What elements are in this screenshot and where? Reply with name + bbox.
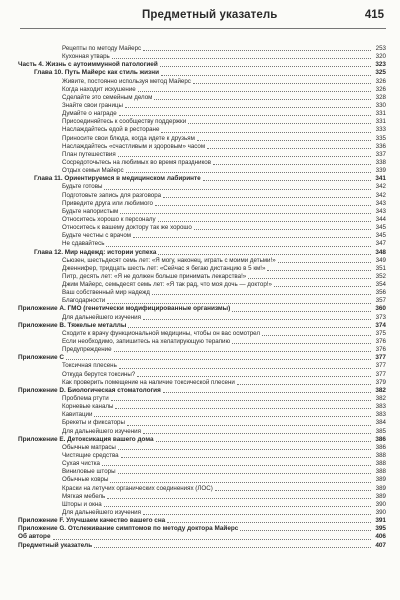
dot-leader (107, 303, 371, 304)
toc-entry-title: Проблема ртути (62, 395, 109, 403)
toc-entry (18, 273, 386, 281)
dot-leader (53, 539, 372, 540)
dot-leader (121, 457, 371, 458)
toc-entry (18, 542, 386, 550)
dot-leader (125, 107, 371, 108)
toc-entry-title: Часть 4. Жизнь с аутоиммунной патологией (18, 61, 158, 69)
dot-leader (193, 83, 371, 84)
toc-entry-title: Дженнифер, тридцать шесть лет: «Сейчас я бегаю дистанцию в 5 км!» (62, 264, 266, 272)
toc-entry-page: 360 (375, 305, 386, 313)
toc-entry-title: Приложение С (18, 354, 64, 362)
toc-entry-page: 253 (375, 44, 386, 52)
toc-entry (18, 143, 386, 151)
toc-entry-title: Если необходимо, запишитесь на хелатирующую терапию (62, 338, 231, 346)
toc-entry (18, 306, 386, 314)
toc-entry-title: Глава 11. Ориентируемся в медицинском лабиринте (34, 175, 201, 183)
toc-entry-title: Сосредоточьтесь на любимых во время праздников (62, 158, 212, 166)
toc-entry-page: 388 (375, 468, 386, 476)
toc-entry-title: Будьте честны с врачом (62, 232, 132, 240)
toc-entry (18, 151, 386, 159)
toc-entry-title: Приложение F. Улучшаем качество вашего сна (18, 517, 166, 525)
toc-entry (18, 159, 386, 167)
toc-entry-title: Сухая чистка (62, 460, 100, 468)
toc-entry (18, 167, 386, 175)
toc-entry (18, 379, 386, 387)
dot-leader (143, 50, 371, 51)
toc-entry-page: 375 (375, 329, 386, 337)
toc-entry-title: Обычные ковры (62, 476, 109, 484)
dot-leader (248, 278, 371, 279)
toc-entry-page: 336 (375, 142, 386, 150)
toc-entry-title: Благодарности (62, 297, 106, 305)
dot-leader (120, 213, 371, 214)
toc-entry-page: 345 (375, 232, 386, 240)
toc-entry-page: 333 (375, 126, 386, 134)
toc-entry (18, 362, 386, 370)
toc-entry (18, 224, 386, 232)
toc-entry (18, 118, 386, 126)
toc-entry-page: 390 (375, 509, 386, 516)
dot-leader (143, 433, 371, 434)
toc-entry (18, 289, 386, 297)
toc-entry-title: Наслаждайтесь едой в ресторане (62, 126, 160, 134)
toc-entry-title: Виниловые шторы (62, 468, 116, 476)
dot-leader (94, 416, 371, 417)
dot-leader (213, 164, 371, 165)
dot-leader (156, 441, 371, 442)
toc-entry-page: 356 (375, 289, 386, 297)
toc-entry-title: Сходите к врачу функциональной медицины, чтобы он вас осмотрел (62, 329, 261, 337)
toc-entry (18, 192, 386, 200)
toc-entry (18, 281, 386, 289)
toc-entry-title: Сьюзен, шестьдесят семь лет: «Я могу, наконец, играть с моими детьми!» (62, 256, 276, 264)
toc-entry (18, 387, 386, 395)
toc-entry-page: 335 (375, 134, 386, 142)
toc-entry-page: 342 (375, 191, 386, 199)
toc-entry-title: Для дальнейшего изучения (62, 509, 141, 516)
toc-entry-page: 325 (375, 69, 386, 77)
toc-entry-title: Отдых семьи Майерс (62, 167, 124, 175)
toc-entry (18, 330, 386, 338)
toc-entry (18, 110, 386, 118)
toc-entry (18, 135, 386, 143)
toc-entry (18, 452, 386, 460)
toc-entry-page: 376 (375, 346, 386, 354)
dot-leader (66, 359, 371, 360)
toc-entry (18, 501, 386, 509)
dot-leader (127, 425, 371, 426)
dot-leader (197, 140, 371, 141)
dot-leader (104, 189, 371, 190)
toc-entry-title: Токсичная плесень (62, 362, 117, 370)
toc-entry (18, 354, 386, 362)
toc-entry-page: 386 (375, 443, 386, 451)
dot-leader (94, 547, 371, 548)
dot-leader (143, 319, 371, 320)
toc-entry-page: 331 (375, 118, 386, 126)
toc-entry-page: 406 (375, 533, 386, 541)
toc-entry-page: 382 (375, 395, 386, 403)
toc-entry-title: Питр, десять лет: «Я не должен больше принимать лекарства!» (62, 272, 247, 280)
dot-leader (232, 343, 371, 344)
dot-leader (158, 221, 371, 222)
toc-entry-page: 351 (375, 264, 386, 272)
toc-entry (18, 297, 386, 305)
toc-entry-page: 379 (375, 378, 386, 386)
toc-entry (18, 476, 386, 484)
toc-entry-page: 347 (375, 240, 386, 248)
dot-leader (118, 156, 371, 157)
toc-entry-page: 343 (375, 199, 386, 207)
toc-entry-title: Приложение В. Тяжелые металлы (18, 321, 127, 329)
toc-entry-title: Подготовьте запись для разговора (62, 191, 162, 199)
toc-entry (18, 444, 386, 452)
dot-leader (107, 498, 371, 499)
toc-entry-title: Кавитации (62, 411, 93, 419)
dot-leader (154, 99, 371, 100)
toc-entry-page: 326 (375, 85, 386, 93)
toc-entry (18, 265, 386, 273)
toc-entry-page: 377 (375, 354, 386, 362)
dot-leader (110, 482, 371, 483)
dot-leader (158, 254, 371, 255)
toc-entry-title: План путешествия (62, 150, 116, 158)
toc-entry-title: Краски на летучих органических соединениях (ЛОС) (62, 484, 213, 492)
toc-entry-title: Об авторе (18, 533, 51, 541)
toc-entry-page: 344 (375, 215, 386, 223)
toc-entry-title: Чистящие средства (62, 452, 119, 460)
toc-entry (18, 338, 386, 346)
toc-entry (18, 485, 386, 493)
toc-entry-page: 339 (375, 167, 386, 175)
table-of-contents (18, 45, 386, 550)
dot-leader (163, 197, 371, 198)
toc-entry-page: 328 (375, 93, 386, 101)
toc-entry (18, 200, 386, 208)
dot-leader (161, 75, 371, 76)
toc-entry (18, 525, 386, 533)
toc-entry (18, 53, 386, 61)
toc-entry (18, 94, 386, 102)
toc-entry-title: Приложение D. Биологическая стоматология (18, 386, 161, 394)
toc-entry-title: Откуда берутся токсины? (62, 370, 136, 378)
toc-entry (18, 419, 386, 427)
toc-entry-page: 348 (375, 248, 386, 256)
dot-leader (126, 172, 371, 173)
toc-entry-title: Глава 10. Путь Майерс как стиль жизни (34, 69, 160, 77)
toc-entry (18, 509, 386, 517)
toc-entry-title: Знайте свои границы (62, 101, 123, 109)
toc-entry-page: 326 (375, 77, 386, 85)
toc-entry (18, 232, 386, 240)
toc-entry (18, 216, 386, 224)
toc-entry (18, 533, 386, 541)
dot-leader (262, 335, 371, 336)
toc-entry (18, 395, 386, 403)
toc-entry-page: 357 (375, 297, 386, 305)
toc-entry-page: 391 (375, 517, 386, 525)
toc-entry (18, 102, 386, 110)
toc-entry-title: Глава 12. Мир надежд: истории успеха (34, 248, 157, 256)
toc-entry-page: 354 (375, 281, 386, 289)
toc-entry-page: 382 (375, 386, 386, 394)
toc-entry (18, 371, 386, 379)
toc-entry (18, 45, 386, 53)
dot-leader (102, 465, 371, 466)
toc-entry-page: 342 (375, 183, 386, 191)
toc-entry-title: Рецепты по методу Майерс (62, 44, 142, 52)
dot-leader (155, 205, 371, 206)
toc-entry-page: 338 (375, 158, 386, 166)
toc-entry (18, 240, 386, 248)
running-header (20, 8, 386, 29)
toc-entry-page: 374 (375, 321, 386, 329)
dot-leader (167, 522, 371, 523)
toc-entry-page: 352 (375, 272, 386, 280)
dot-leader (152, 294, 371, 295)
dot-leader (112, 58, 371, 59)
toc-entry-page: 389 (375, 476, 386, 484)
toc-entry-page: 377 (375, 362, 386, 370)
toc-entry (18, 346, 386, 354)
toc-entry (18, 517, 386, 525)
toc-entry (18, 78, 386, 86)
dot-leader (278, 262, 371, 263)
toc-entry (18, 175, 386, 183)
toc-entry-page: 407 (375, 541, 386, 549)
toc-entry (18, 126, 386, 134)
toc-entry-title: Думайте о награде (62, 110, 117, 118)
dot-leader (188, 123, 371, 124)
toc-entry-page: 376 (375, 338, 386, 346)
dot-leader (207, 148, 371, 149)
toc-entry-title: Для дальнейшего изучения (62, 427, 141, 435)
toc-entry-title: Предупреждение (62, 346, 112, 354)
dot-leader (274, 286, 371, 287)
page-number: 415 (364, 9, 384, 21)
toc-entry-title: Присоединяйтесь к сообществу поддержки (62, 118, 187, 126)
toc-entry-page: 345 (375, 224, 386, 232)
toc-entry-title: Приложение G. Отслеживание симптомов по методу доктора Майерс (18, 525, 239, 533)
dot-leader (133, 237, 371, 238)
toc-entry (18, 468, 386, 476)
toc-entry (18, 69, 386, 77)
toc-entry-page: 343 (375, 207, 386, 215)
toc-entry-title: Приведите друга или любимого (62, 199, 153, 207)
toc-entry-page: 320 (375, 53, 386, 61)
dot-leader (104, 506, 371, 507)
toc-entry (18, 460, 386, 468)
dot-leader (161, 132, 371, 133)
toc-entry-title: Корневые каналы (62, 403, 114, 411)
toc-entry (18, 314, 386, 322)
toc-entry-page: 383 (375, 403, 386, 411)
toc-entry-title: Кухонная утварь (62, 53, 110, 61)
toc-entry-page: 331 (375, 110, 386, 118)
toc-entry-title: Обычные матрасы (62, 443, 116, 451)
dot-leader (119, 115, 371, 116)
toc-entry-title: Будьте напористым (62, 207, 119, 215)
dot-leader (137, 376, 371, 377)
toc-entry (18, 183, 386, 191)
dot-leader (237, 384, 371, 385)
toc-entry (18, 493, 386, 501)
toc-entry-title: Приложение Е. Детоксикация вашего дома (18, 435, 154, 443)
toc-entry-page: 389 (375, 492, 386, 500)
toc-entry-title: Живите, постоянно используя метод Майерс (62, 77, 191, 85)
dot-leader (138, 91, 371, 92)
toc-entry (18, 249, 386, 257)
dot-leader (119, 368, 371, 369)
toc-entry-page: 385 (375, 427, 386, 435)
toc-entry-page: 377 (375, 370, 386, 378)
toc-entry-page: 383 (375, 411, 386, 419)
toc-entry-title: Брекеты и фиксаторы (62, 419, 125, 427)
toc-entry-title: Ваш собственный мир надежд (62, 289, 150, 297)
toc-entry-page: 341 (375, 175, 386, 183)
dot-leader (160, 66, 371, 67)
toc-entry-title: Сделайте это семейным делом (62, 93, 153, 101)
dot-leader (215, 490, 371, 491)
toc-entry-page: 349 (375, 256, 386, 264)
toc-entry-title: Шторы и окна (62, 500, 102, 508)
toc-entry-title: Наслаждайтесь «счастливым и здоровым» часом (62, 142, 206, 150)
dot-leader (128, 327, 371, 328)
toc-entry-title: Приложение А. ГМО (генетически модифицированные организмы) (18, 305, 231, 313)
toc-entry (18, 257, 386, 265)
toc-entry (18, 428, 386, 436)
toc-entry-title: Как проверить помещение на наличие токсической плесени (62, 378, 235, 386)
dot-leader (267, 270, 371, 271)
dot-leader (240, 530, 371, 531)
toc-entry (18, 411, 386, 419)
toc-entry-page: 395 (375, 525, 386, 533)
toc-entry (18, 436, 386, 444)
toc-entry-page: 323 (375, 61, 386, 69)
toc-entry-page: 330 (375, 101, 386, 109)
toc-entry-title: Будьте готовы (62, 183, 103, 191)
toc-entry (18, 403, 386, 411)
toc-entry-page: 390 (375, 500, 386, 508)
dot-leader (118, 473, 371, 474)
dot-leader (111, 400, 371, 401)
toc-entry (18, 208, 386, 216)
toc-entry-page: 337 (375, 150, 386, 158)
toc-entry-title: Предметный указатель (18, 541, 93, 549)
toc-entry (18, 61, 386, 69)
dot-leader (203, 180, 371, 181)
toc-entry-title: Джим Майерс, семьдесят семь лет: «Я так рад, что моя дочь — доктор!» (62, 281, 272, 289)
toc-entry-page: 388 (375, 452, 386, 460)
dot-leader (232, 311, 371, 312)
toc-entry-title: Для дальнейшего изучения (62, 313, 141, 321)
toc-entry (18, 322, 386, 330)
dot-leader (118, 449, 371, 450)
toc-entry-page: 389 (375, 484, 386, 492)
toc-entry-page: 388 (375, 460, 386, 468)
dot-leader (115, 408, 371, 409)
toc-entry-title: Относитесь к вашему доктору так же хорошо (62, 224, 192, 232)
toc-entry-title: Мягкая мебель (62, 492, 106, 500)
dot-leader (143, 514, 371, 515)
dot-leader (114, 351, 371, 352)
toc-entry (18, 86, 386, 94)
toc-entry-title: Не сдавайтесь (62, 240, 105, 248)
dot-leader (194, 229, 371, 230)
toc-entry-page: 373 (375, 313, 386, 321)
toc-entry-title: Когда находит искушение (62, 85, 136, 93)
dot-leader (163, 392, 371, 393)
toc-entry-page: 386 (375, 435, 386, 443)
running-title: Предметный указатель (142, 9, 278, 21)
dot-leader (106, 246, 371, 247)
toc-entry-page: 384 (375, 419, 386, 427)
toc-entry-title: Относитесь хорошо к персоналу (62, 215, 156, 223)
toc-entry-title: Приносите свои блюда, когда идете к друзьям (62, 134, 195, 142)
